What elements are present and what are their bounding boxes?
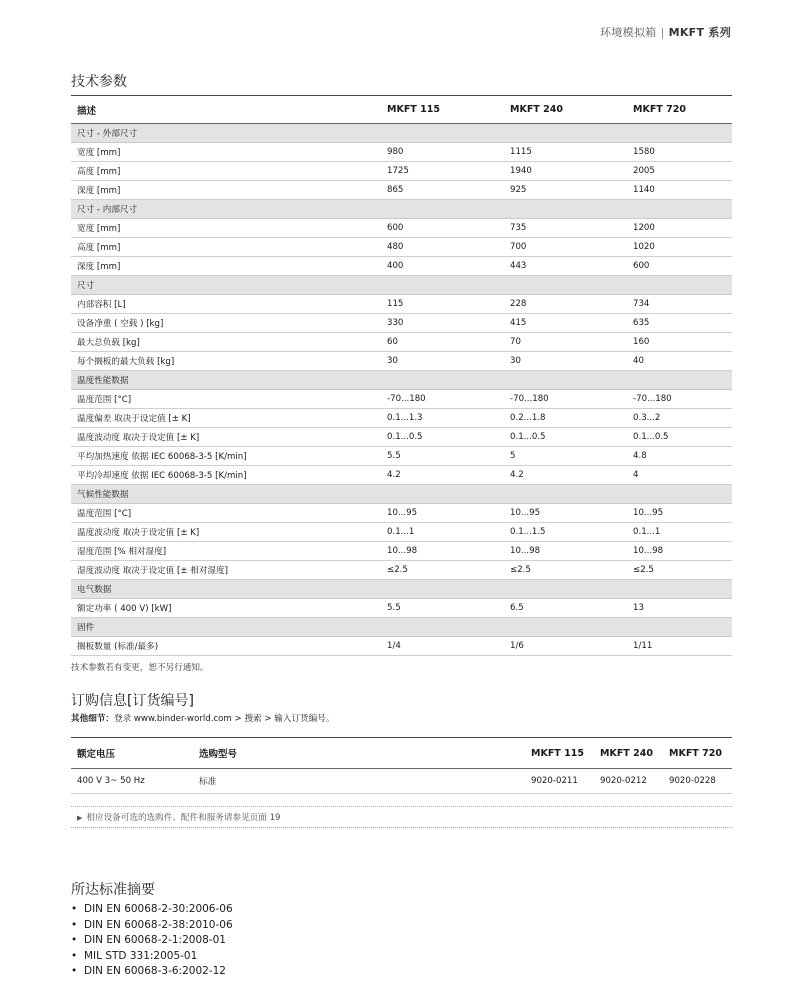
group-label: 尺寸 - 内部尺寸 (71, 200, 732, 219)
column-header: 选购型号 (193, 738, 525, 769)
cell-value: 9020-0211 (525, 769, 594, 794)
cell-value: 400 V 3~ 50 Hz (71, 769, 193, 794)
cell-value: -70...180 (627, 390, 732, 409)
column-header: MKFT 115 (525, 738, 594, 769)
header-separator: | (660, 26, 665, 39)
cell-value: 865 (381, 181, 504, 200)
spec-table (71, 95, 732, 656)
cell-value: -70...180 (504, 390, 627, 409)
cell-value: 400 (381, 257, 504, 276)
page-header (600, 24, 731, 40)
table-row (71, 428, 732, 447)
cell-value: 1115 (504, 143, 627, 162)
table-row (71, 542, 732, 561)
row-label: 平均加热速度 依据 IEC 60068-3-5 [K/min] (71, 447, 381, 466)
cell-value: 1/4 (381, 637, 504, 656)
table-row (71, 637, 732, 656)
row-label: 温度范围 [°C] (71, 390, 381, 409)
cell-value: 10...98 (381, 542, 504, 561)
cell-value: 635 (627, 314, 732, 333)
row-label: 深度 [mm] (71, 181, 381, 200)
table-row (71, 181, 732, 200)
cell-value: 1/11 (627, 637, 732, 656)
cell-value: 9020-0212 (594, 769, 663, 794)
table-row (71, 314, 732, 333)
cell-value: 0.1...0.5 (381, 428, 504, 447)
list-item (71, 918, 233, 934)
cell-value: 0.1...0.5 (504, 428, 627, 447)
header-product-line: 环境模拟箱 (600, 26, 657, 39)
cell-value: 1/6 (504, 637, 627, 656)
cell-value: 5.5 (381, 599, 504, 618)
cell-value: 1020 (627, 238, 732, 257)
cell-value: 1200 (627, 219, 732, 238)
table-row (71, 295, 732, 314)
cell-value: 925 (504, 181, 627, 200)
standard-label: DIN EN 60068-2-1:2008-01 (84, 934, 226, 946)
row-label: 高度 [mm] (71, 238, 381, 257)
cell-value: 0.1...1.3 (381, 409, 504, 428)
row-label: 宽度 [mm] (71, 143, 381, 162)
cell-value: 0.1...0.5 (627, 428, 732, 447)
cell-value: 1140 (627, 181, 732, 200)
cell-value: 9020-0228 (663, 769, 732, 794)
cell-value: 4.2 (381, 466, 504, 485)
cell-value: 0.1...1.5 (504, 523, 627, 542)
row-label: 高度 [mm] (71, 162, 381, 181)
table-row (71, 504, 732, 523)
group-label: 尺寸 (71, 276, 732, 295)
cell-value: 160 (627, 333, 732, 352)
row-label: 每个搁板的最大负载 [kg] (71, 352, 381, 371)
list-item (71, 964, 233, 980)
order-table (71, 737, 732, 794)
row-label: 宽度 [mm] (71, 219, 381, 238)
cell-value: 480 (381, 238, 504, 257)
cell-value: ≤2.5 (381, 561, 504, 580)
cell-value: 标准 (193, 769, 525, 794)
table-row (71, 466, 732, 485)
standard-label: DIN EN 60068-3-6:2002-12 (84, 965, 226, 977)
order-header-row (71, 738, 732, 769)
standards-list (71, 902, 233, 980)
cell-value: 30 (381, 352, 504, 371)
table-row (71, 162, 732, 181)
row-label: 温度偏差 取决于设定值 [± K] (71, 409, 381, 428)
cell-value: 70 (504, 333, 627, 352)
row-label: 平均冷却速度 依据 IEC 60068-3-5 [K/min] (71, 466, 381, 485)
group-label: 固件 (71, 618, 732, 637)
standard-label: DIN EN 60068-2-30:2006-06 (84, 903, 233, 915)
group-label: 气候性能数据 (71, 485, 732, 504)
cell-value: 30 (504, 352, 627, 371)
cell-value: 10...98 (504, 542, 627, 561)
cell-value: 40 (627, 352, 732, 371)
cell-value: 4.8 (627, 447, 732, 466)
column-header: MKFT 720 (663, 738, 732, 769)
standard-label: DIN EN 60068-2-38:2010-06 (84, 918, 233, 931)
cell-value: 0.3...2 (627, 409, 732, 428)
row-label: 设备净重 ( 空载 ) [kg] (71, 314, 381, 333)
table-row (71, 599, 732, 618)
order-subtitle-text: 登录 www.binder-world.com > 搜索 > 输入订货编号。 (113, 714, 335, 724)
cell-value: -70...180 (381, 390, 504, 409)
row-label: 内部容积 [L] (71, 295, 381, 314)
cell-value: 443 (504, 257, 627, 276)
bullet-icon: • (71, 949, 78, 962)
cell-value: 228 (504, 295, 627, 314)
table-row (71, 561, 732, 580)
cell-value: 4.2 (504, 466, 627, 485)
order-table-body (71, 738, 732, 794)
table-row (71, 238, 732, 257)
cell-value: 415 (504, 314, 627, 333)
cell-value: 13 (627, 599, 732, 618)
accessory-reference-text: 相应设备可选的选购件、配件和服务请参见页面 19 (86, 813, 281, 823)
group-header-row (71, 485, 732, 504)
cell-value: 5 (504, 447, 627, 466)
cell-value: 10...95 (381, 504, 504, 523)
bullet-icon: • (71, 918, 78, 931)
accessory-reference[interactable] (71, 806, 732, 828)
cell-value: 330 (381, 314, 504, 333)
table-row (71, 333, 732, 352)
group-header-row (71, 124, 732, 143)
row-label: 温度波动度 取决于设定值 [± K] (71, 428, 381, 447)
cell-value: 10...98 (627, 542, 732, 561)
cell-value: 1580 (627, 143, 732, 162)
group-header-row (71, 276, 732, 295)
header-series: MKFT 系列 (668, 26, 731, 39)
cell-value: 6.5 (504, 599, 627, 618)
list-item (71, 902, 233, 918)
cell-value: 734 (627, 295, 732, 314)
list-item (71, 933, 233, 949)
cell-value: ≤2.5 (504, 561, 627, 580)
column-header: 描述 (71, 96, 381, 124)
group-label: 电气数据 (71, 580, 732, 599)
row-label: 额定功率 ( 400 V) [kW] (71, 599, 381, 618)
triangle-right-icon: ▶ (77, 814, 83, 822)
column-header: MKFT 240 (504, 96, 627, 124)
standards-title: 所达标准摘要 (71, 882, 155, 898)
cell-value: ≤2.5 (627, 561, 732, 580)
bullet-icon: • (71, 903, 78, 915)
cell-value: 115 (381, 295, 504, 314)
row-label: 搁板数量 (标准/最多) (71, 637, 381, 656)
group-label: 尺寸 - 外部尺寸 (71, 124, 732, 143)
order-subtitle-label: 其他细节： (71, 714, 114, 724)
spec-table-body (71, 96, 732, 656)
cell-value: 1725 (381, 162, 504, 181)
table-row (71, 352, 732, 371)
cell-value: 0.1...1 (381, 523, 504, 542)
table-row (71, 257, 732, 276)
cell-value: 600 (627, 257, 732, 276)
column-header: 额定电压 (71, 738, 193, 769)
standard-label: MIL STD 331:2005-01 (84, 949, 198, 962)
row-label: 湿度范围 [% 相对湿度] (71, 542, 381, 561)
group-header-row (71, 618, 732, 637)
bullet-icon: • (71, 965, 78, 977)
cell-value: 980 (381, 143, 504, 162)
row-label: 温度波动度 取决于设定值 [± K] (71, 523, 381, 542)
table-row (71, 769, 732, 794)
cell-value: 0.2...1.8 (504, 409, 627, 428)
row-label: 湿度波动度 取决于设定值 [± 相对湿度] (71, 561, 381, 580)
group-header-row (71, 200, 732, 219)
column-header: MKFT 240 (594, 738, 663, 769)
spec-note: 技术参数若有变更，恕不另行通知。 (71, 663, 209, 673)
list-item (71, 949, 233, 965)
cell-value: 1940 (504, 162, 627, 181)
table-row (71, 409, 732, 428)
cell-value: 735 (504, 219, 627, 238)
cell-value: 10...95 (504, 504, 627, 523)
table-row (71, 143, 732, 162)
order-subtitle (71, 712, 334, 724)
cell-value: 4 (627, 466, 732, 485)
cell-value: 600 (381, 219, 504, 238)
table-row (71, 390, 732, 409)
cell-value: 0.1...1 (627, 523, 732, 542)
cell-value: 60 (381, 333, 504, 352)
table-row (71, 447, 732, 466)
bullet-icon: • (71, 934, 78, 946)
row-label: 深度 [mm] (71, 257, 381, 276)
cell-value: 2005 (627, 162, 732, 181)
group-header-row (71, 580, 732, 599)
group-label: 温度性能数据 (71, 371, 732, 390)
table-row (71, 523, 732, 542)
cell-value: 5.5 (381, 447, 504, 466)
row-label: 最大总负载 [kg] (71, 333, 381, 352)
cell-value: 700 (504, 238, 627, 257)
spec-header-row (71, 96, 732, 124)
cell-value: 10...95 (627, 504, 732, 523)
group-header-row (71, 371, 732, 390)
column-header: MKFT 720 (627, 96, 732, 124)
spec-title: 技术参数 (71, 74, 127, 90)
table-row (71, 219, 732, 238)
row-label: 温度范围 [°C] (71, 504, 381, 523)
column-header: MKFT 115 (381, 96, 504, 124)
order-title: 订购信息[订货编号] (71, 693, 194, 709)
